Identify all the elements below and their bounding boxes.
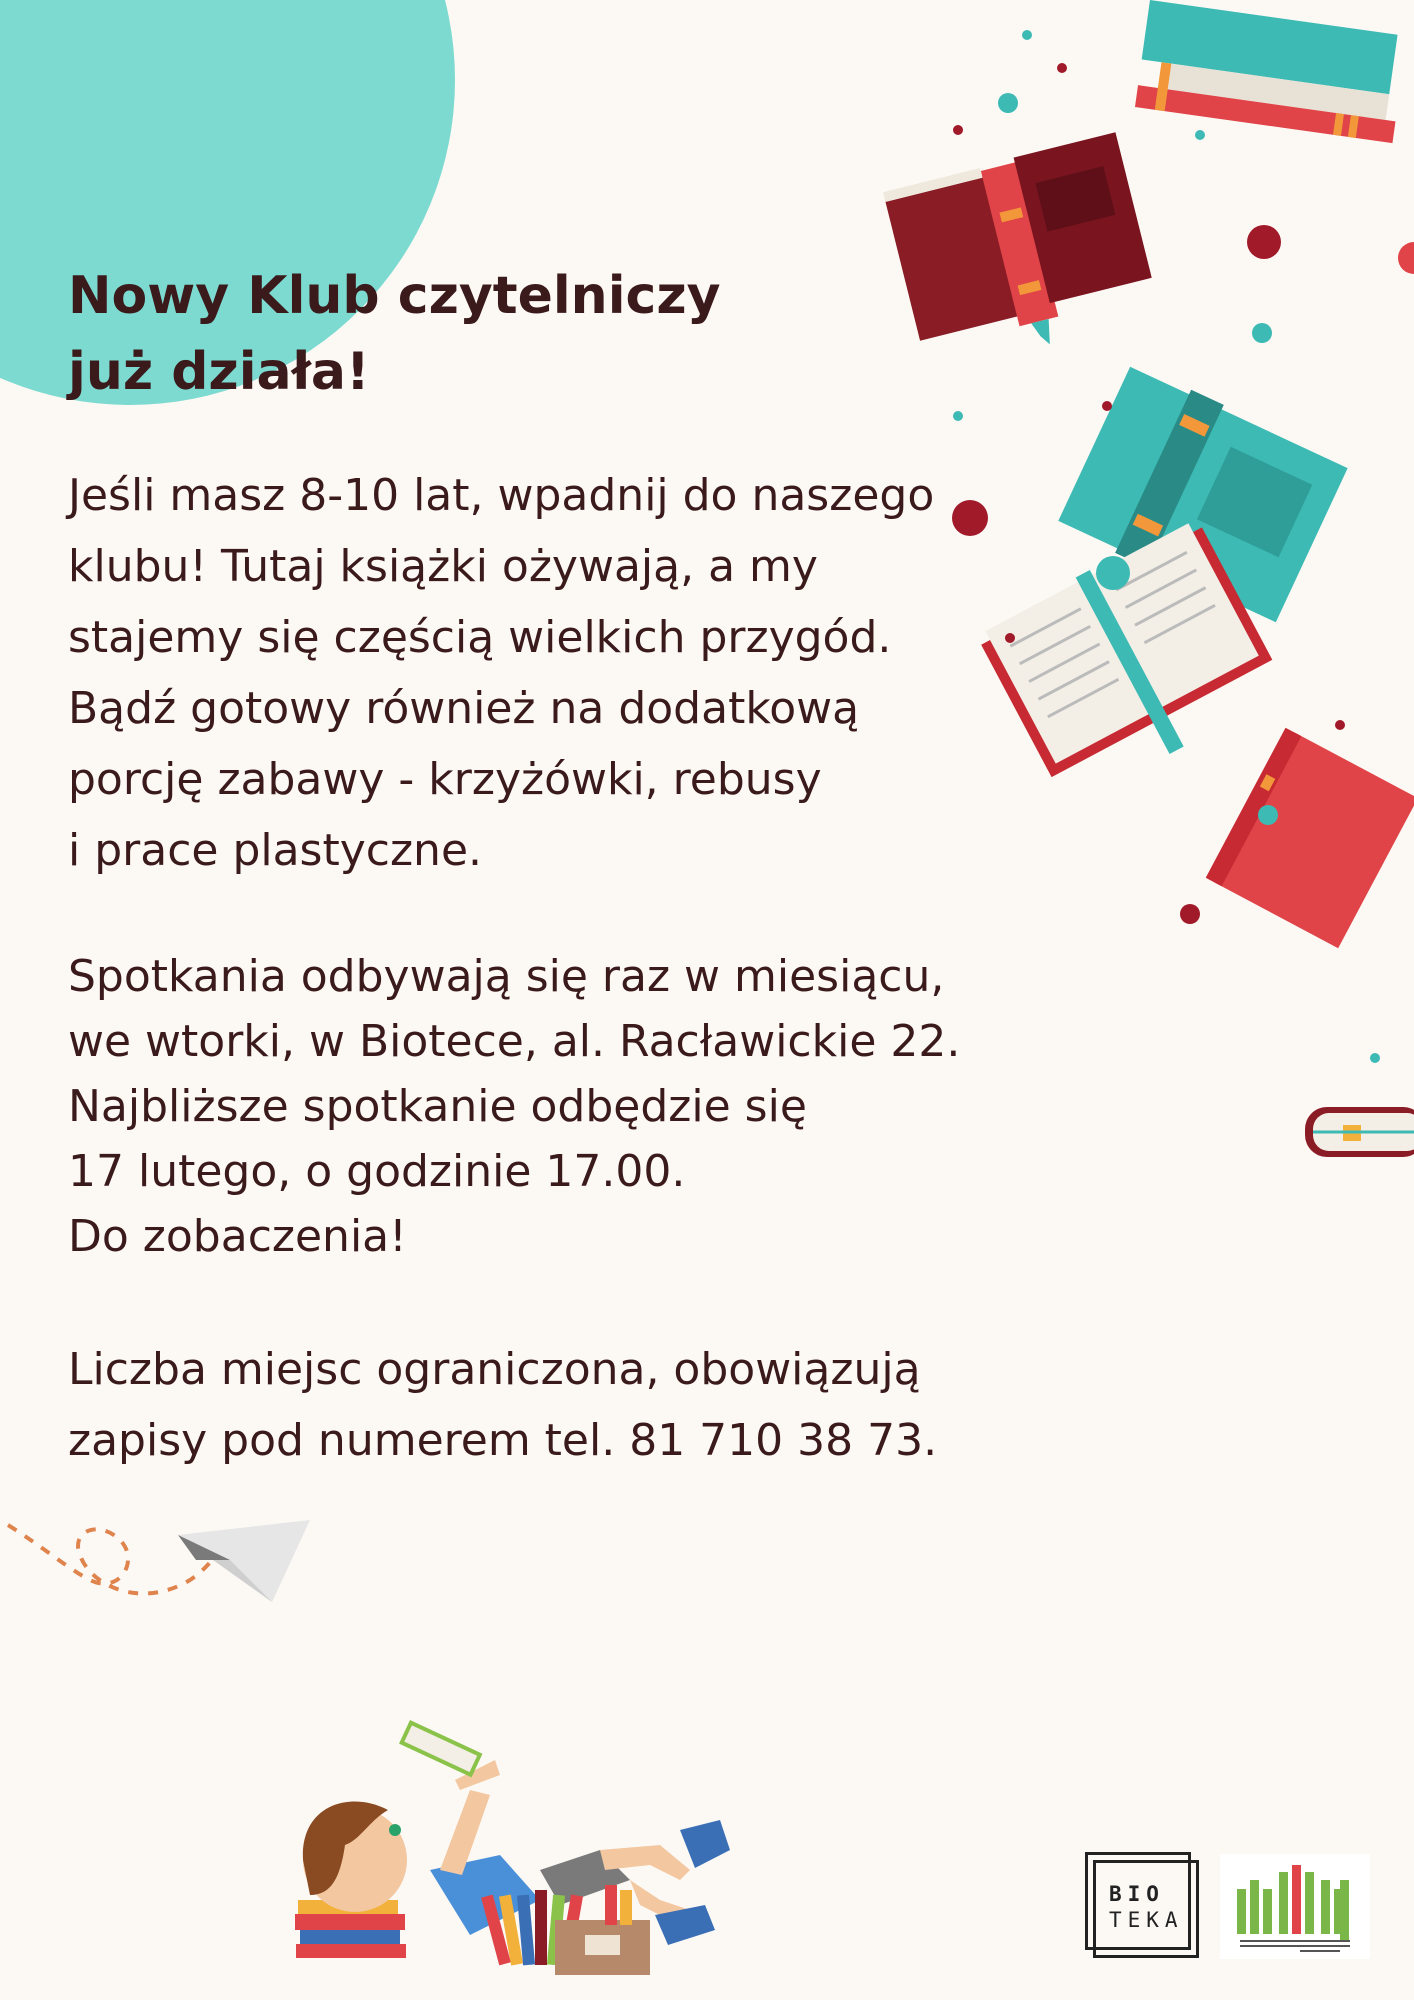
bioteka-logo-text: TEKA [1109, 1908, 1184, 1932]
child-reading-illustration [295, 1720, 730, 1975]
signup-line: Liczba miejsc ograniczona, obowiązują [68, 1344, 921, 1395]
intro-line: Jeśli masz 8-10 lat, wpadnij do naszego [68, 470, 935, 521]
intro-paragraph [68, 460, 968, 886]
title-line-2: już działa! [68, 342, 370, 402]
intro-line: klubu! Tutaj książki ożywają, a my [68, 541, 818, 592]
signup-paragraph [68, 1334, 968, 1476]
intro-line: i prace plastyczne. [68, 825, 483, 876]
meetings-paragraph [68, 944, 968, 1269]
bioteka-logo [1085, 1852, 1195, 1955]
title-line-1: Nowy Klub czytelniczy [68, 266, 721, 326]
intro-line: Bądź gotowy również na dodatkową [68, 683, 860, 734]
mbp-logo-icon [1220, 1854, 1370, 1959]
meetings-line: 17 lutego, o godzinie 17.00. [68, 1146, 686, 1197]
page-title [68, 258, 868, 410]
meetings-line: we wtorki, w Biotece, al. Racławickie 22. [68, 1016, 961, 1067]
red-book-right-icon [1206, 728, 1414, 949]
intro-line: stajemy się częścią wielkich przygód. [68, 612, 892, 663]
closed-book-top-icon [1135, 0, 1408, 143]
signup-line: zapisy pod numerem tel. 81 710 38 73. [68, 1415, 938, 1466]
paper-plane-icon [8, 1520, 310, 1602]
meetings-line: Najbliższe spotkanie odbędzie się [68, 1081, 807, 1132]
bioteka-logo-text: BIO [1109, 1882, 1165, 1906]
red-book-icon [883, 132, 1162, 374]
small-book-right-icon [1305, 1107, 1414, 1157]
meetings-line: Spotkania odbywają się raz w miesiącu, [68, 951, 945, 1002]
intro-line: porcję zabawy - krzyżówki, rebusy [68, 754, 822, 805]
meetings-line: Do zobaczenia! [68, 1211, 407, 1262]
